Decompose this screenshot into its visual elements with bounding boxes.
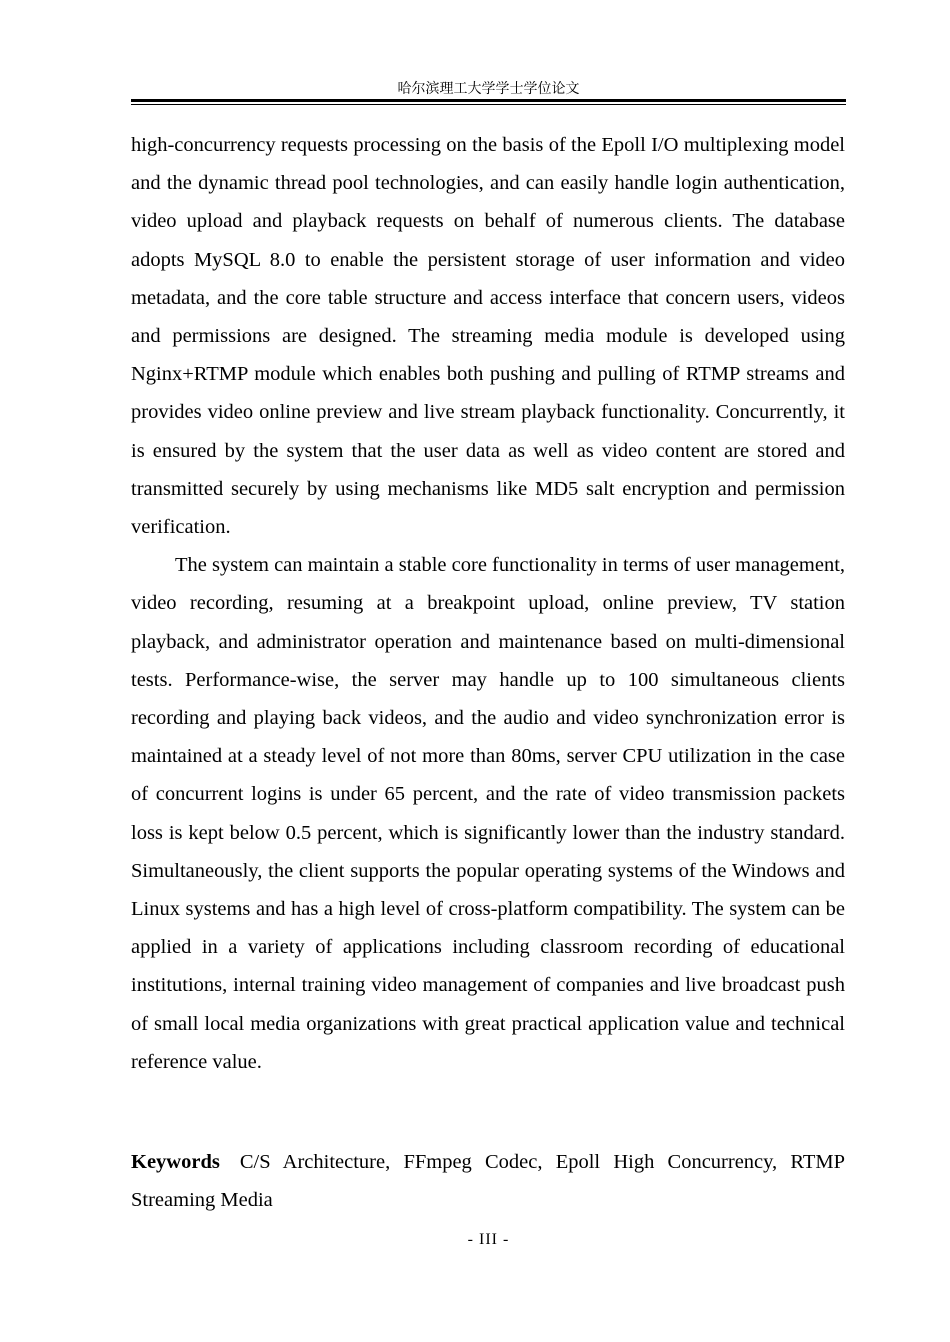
running-header: 哈尔滨理工大学学士学位论文: [397, 81, 580, 97]
keywords-section: [131, 1143, 845, 1219]
header-rule-thick: [131, 99, 846, 102]
keywords-label: Keywords: [131, 1151, 220, 1173]
header-rule-thin: [131, 104, 846, 105]
abstract-body: [131, 126, 845, 1081]
keywords-text: C/S Architecture, FFmpeg Codec, Epoll High Concurrency, RTMP Streaming Media: [131, 1151, 845, 1212]
body-paragraph-1: high-concurrency requests processing on the basis of the Epoll I/O multiplexing model and the dynamic thread pool technologies, and can easily handle login authentication, video upload and playback requests on behalf of numerous clients. The database adopts MySQL 8.0 to enable the persistent storage of user information and video metadata, and the core table structure and access interface that concern users, videos and permissions are designed. The streaming media module is developed using Nginx+RTMP module which enables both pushing and pulling of RTMP streams and provides video online preview and live stream playback functionality. Concurrently, it is ensured by the system that the user data as well as video content are stored and transmitted securely by using mechanisms like MD5 salt encryption and permission verification.: [131, 134, 845, 539]
body-paragraph-2: The system can maintain a stable core functionality in terms of user management, video recording, resuming at a breakpoint upload, online preview, TV station playback, and administrator operation and maintenance based on multi-dimensional tests. Performance-wise, the server may handle up to 100 simultaneous clients recording and playing back videos, and the audio and video synchronization error is maintained at a steady level of not more than 80ms, server CPU utilization in the case of concurrent logins is under 65 percent, and the rate of video transmission packets loss is kept below 0.5 percent, which is significantly lower than the industry standard. Simultaneously, the client supports the popular operating systems of the Windows and Linux systems and has a high level of cross-platform compatibility. The system can be applied in a variety of applications including classroom recording of educational institutions, internal training video management of companies and live broadcast push of small local media organizations with great practical application value and technical reference value.: [131, 554, 846, 1073]
page-number: - III -: [467, 1231, 510, 1248]
